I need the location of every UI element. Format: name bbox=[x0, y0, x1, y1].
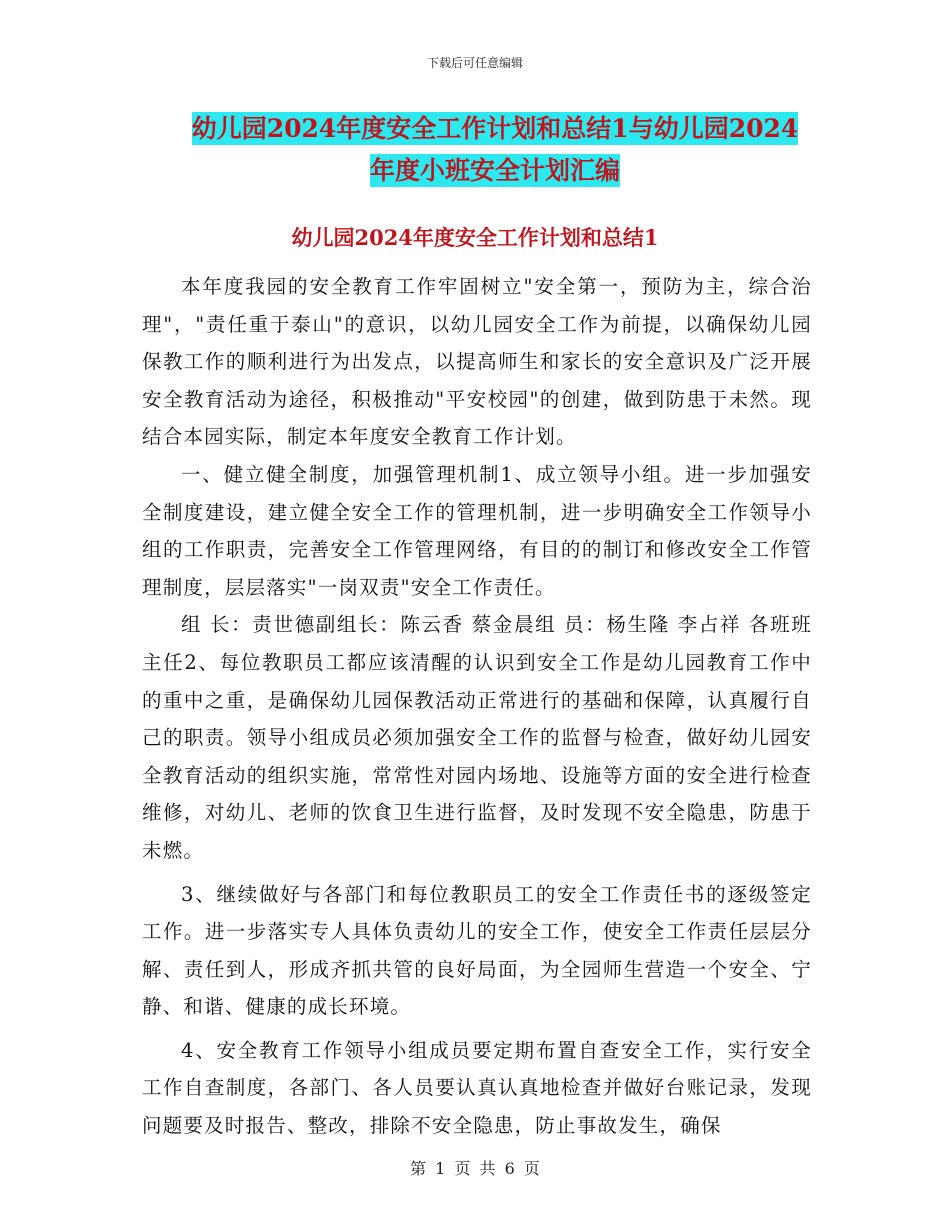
header-note: 下载后可任意编辑 bbox=[426, 56, 523, 70]
document-body bbox=[142, 268, 812, 1145]
document-title-line-1: 幼儿园2024年度安全工作计划和总结1与幼儿园2024 bbox=[191, 114, 799, 143]
document-title-line-2: 年度小班安全计划汇编 bbox=[369, 156, 620, 185]
page-number: 第 1 页 共 6 页 bbox=[410, 1159, 540, 1178]
section-title: 幼儿园2024年度安全工作计划和总结1 bbox=[291, 225, 659, 250]
paragraph: 本年度我园的安全教育工作牢固树立"安全第一，预防为主，综合治理"，"责任重于泰山"的意识，以幼儿园安全工作为前提，以确保幼儿园保教工作的顺利进行为出发点，以提高师生和家长的安全意识及广泛开展安全教育活动为途径，积极推动"平安校园"的创建，做到防患于未然。现结合本园实际，制定本年度安全教育工作计划。 bbox=[142, 275, 812, 449]
paragraph: 一、健立健全制度，加强管理机制1、成立领导小组。进一步加强安全制度建设，建立健全安全工作的管理机制，进一步明确安全工作领导小组的工作职责，完善安全工作管理网络，有目的的制订和修改安全工作管理制度，层层落实"一岗双责"安全工作责任。 bbox=[142, 462, 812, 599]
paragraph: 4、安全教育工作领导小组成员要定期布置自查安全工作，实行安全工作自查制度，各部门、各人员要认真认真地检查并做好台账记录，发现问题要及时报告、整改，排除不安全隐患，防止事故发生，确保 bbox=[142, 1038, 812, 1138]
document-title bbox=[140, 108, 850, 192]
paragraph: 组 长：责世德副组长：陈云香 蔡金晨组 员：杨生隆 李占祥 各班班主任2、每位教职员工都应该清醒的认识到安全工作是幼儿园教育工作中的重中之重，是确保幼儿园保教活动正常进行的基础和保障，认真履行自己的职责。领导小组成员必须加强安全工作的监督与检查，做好幼儿园安全教育活动的组织实施，常常性对园内场地、设施等方面的安全进行检查维修，对幼儿、老师的饮食卫生进行监督，及时发现不安全隐患，防患于未燃。 bbox=[142, 613, 812, 862]
paragraph: 3、继续做好与各部门和每位教职员工的安全工作责任书的逐级签定工作。进一步落实专人具体负责幼儿的安全工作，使安全工作责任层层分解、责任到人，形成齐抓共管的良好局面，为全园师生营造一个安全、宁静、和谐、健康的成长环境。 bbox=[142, 882, 812, 1019]
